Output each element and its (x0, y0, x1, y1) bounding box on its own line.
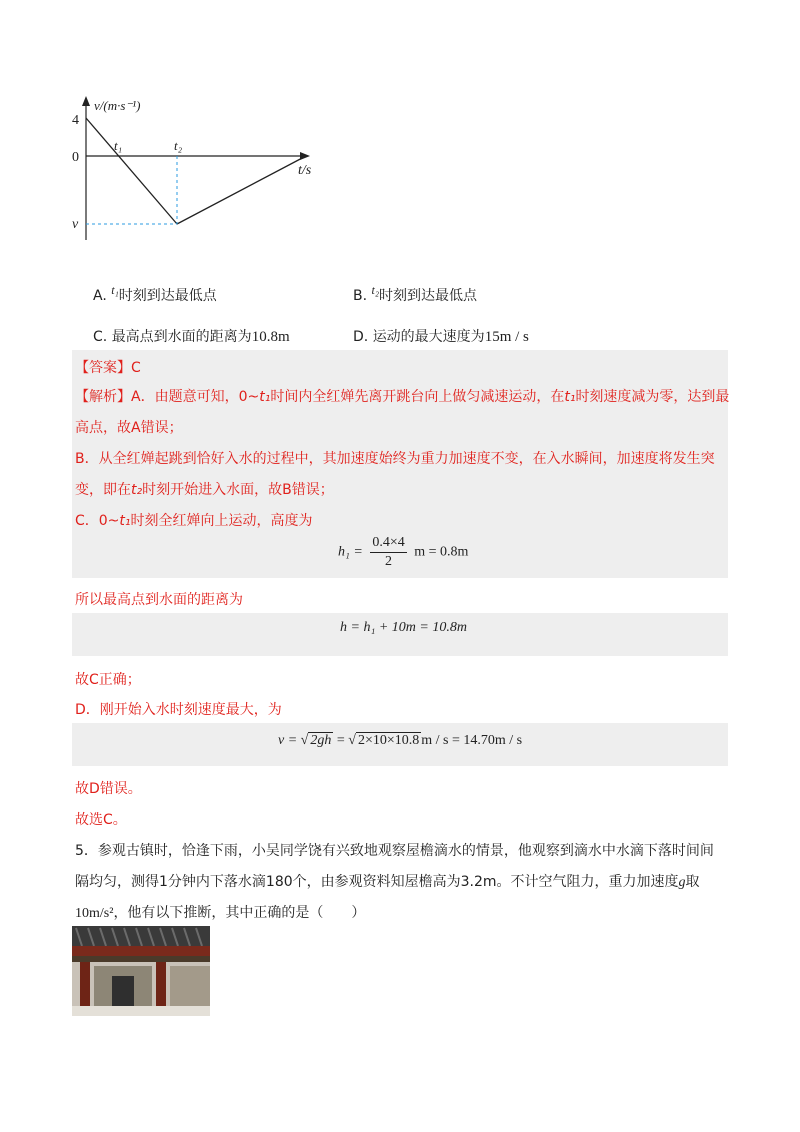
tick-4: 4 (72, 113, 79, 128)
eq1-rhs: m = 0.8m (414, 544, 469, 560)
option-b-letter: B. (353, 288, 368, 304)
analysis-a-line2: 高点，故A错误； (75, 420, 183, 436)
analysis-d-line2: 故D错误。 (75, 781, 142, 797)
analysis-c-pre: C．0~ (75, 513, 120, 529)
answer-line (75, 357, 141, 377)
label-t2: t₂ (174, 138, 183, 153)
option-c[interactable] (93, 326, 290, 346)
sqrt-symbol-1: √ (300, 733, 309, 748)
equation-h1 (338, 534, 468, 571)
question5-line2-pre: 隔均匀，测得1分钟内下落水滴180个，由参观资料知屋檐高为3.2m。不计空气阻力，重力加速度 (75, 874, 679, 890)
option-c-text: 最高点到水面的距离为 (111, 329, 252, 345)
option-a-text: 时刻到达最低点 (118, 288, 217, 304)
option-d-letter: D. (353, 329, 369, 345)
analysis-b-line2 (75, 479, 334, 499)
eq1-numerator: 0.4×4 (370, 534, 406, 553)
question5-line2 (75, 871, 700, 891)
option-c-value: 10.8m (251, 329, 290, 345)
sqrt-symbol-2: √ (348, 733, 356, 748)
option-c-letter: C. (93, 329, 108, 345)
analysis-c-var: t₁ (119, 513, 131, 529)
analysis-conclusion: 故选C。 (75, 812, 127, 828)
analysis-a-var2: t₁ (564, 389, 576, 405)
question5-line3-text: ，他有以下推断，其中正确的是（ ） (113, 905, 366, 921)
analysis-c-post: 时刻全红婵向上运动，高度为 (130, 513, 313, 529)
option-a-var: t₁ (111, 283, 119, 297)
analysis-a-pre: A．由题意可知，0~ (131, 389, 260, 405)
analysis-c-line2: 所以最高点到水面的距离为 (75, 592, 243, 608)
analysis-b-pre: 变，即在 (75, 482, 131, 498)
option-b[interactable] (353, 285, 477, 305)
equation-h: h = h₁ + 10m = 10.8m (340, 620, 467, 635)
analysis-c-line1 (75, 510, 313, 530)
tick-0: 0 (72, 150, 79, 165)
analysis-d-line1: D．刚开始入水时刻速度最大，为 (75, 702, 282, 718)
option-d-text: 运动的最大速度为 (372, 329, 485, 345)
label-t1: t₁ (114, 138, 123, 153)
analysis-a-mid: 时间内全红婵先离开跳台向上做匀减速运动，在 (270, 389, 565, 405)
question5-line2-post: 取 (685, 874, 700, 890)
option-a-letter: A. (93, 288, 107, 304)
eq1-lhs: h₁ = (338, 544, 363, 560)
tick-v: v (72, 217, 79, 232)
eq3-sqrt2: 2×10×10.8 (357, 733, 420, 748)
question5-line2-var: g (678, 875, 686, 890)
analysis-a-line1 (75, 386, 729, 406)
eq3-sqrt1: 2gh (310, 733, 332, 748)
equation-v (278, 733, 522, 749)
answer-tag: 【答案】 (75, 360, 131, 376)
option-b-text: 时刻到达最低点 (379, 288, 478, 304)
option-d[interactable] (353, 326, 529, 346)
analysis-a-var: t₁ (259, 389, 271, 405)
answer-value: C (131, 360, 141, 376)
option-a[interactable] (93, 285, 217, 305)
x-axis-label: t/s (298, 163, 312, 178)
option-d-value: 15m / s (484, 329, 529, 345)
analysis-b-var: t₂ (131, 482, 143, 498)
y-axis-label: v/(m·s⁻¹) (94, 98, 141, 113)
eq3-lhs: v = (278, 733, 298, 748)
eq1-fraction (370, 534, 406, 571)
analysis-b-post: 时刻开始进入水面，故B错误； (142, 482, 334, 498)
eq3-rhs: m / s = 14.70m / s (421, 733, 523, 748)
eq1-denominator: 2 (385, 554, 393, 569)
option-b-var: t₂ (371, 283, 380, 297)
eaves-photo (72, 926, 210, 1016)
question5-unit: 10m/s² (75, 906, 114, 921)
analysis-b-line1: B．从全红婵起跳到恰好入水的过程中，其加速度始终为重力加速度不变，在入水瞬间，加速度将发生突 (75, 451, 715, 467)
analysis-c-line3: 故C正确； (75, 672, 141, 688)
question5-line3 (75, 902, 365, 922)
question5-line1: 5．参观古镇时，恰逢下雨，小吴同学饶有兴致地观察屋檐滴水的情景，他观察到滴水中水滴下落时间间 (75, 843, 714, 859)
analysis-a-post: 时刻速度减为零，达到最 (575, 389, 730, 405)
velocity-time-graph (60, 90, 330, 250)
analysis-tag: 【解析】 (75, 389, 131, 405)
eq3-mid: = (336, 733, 345, 748)
